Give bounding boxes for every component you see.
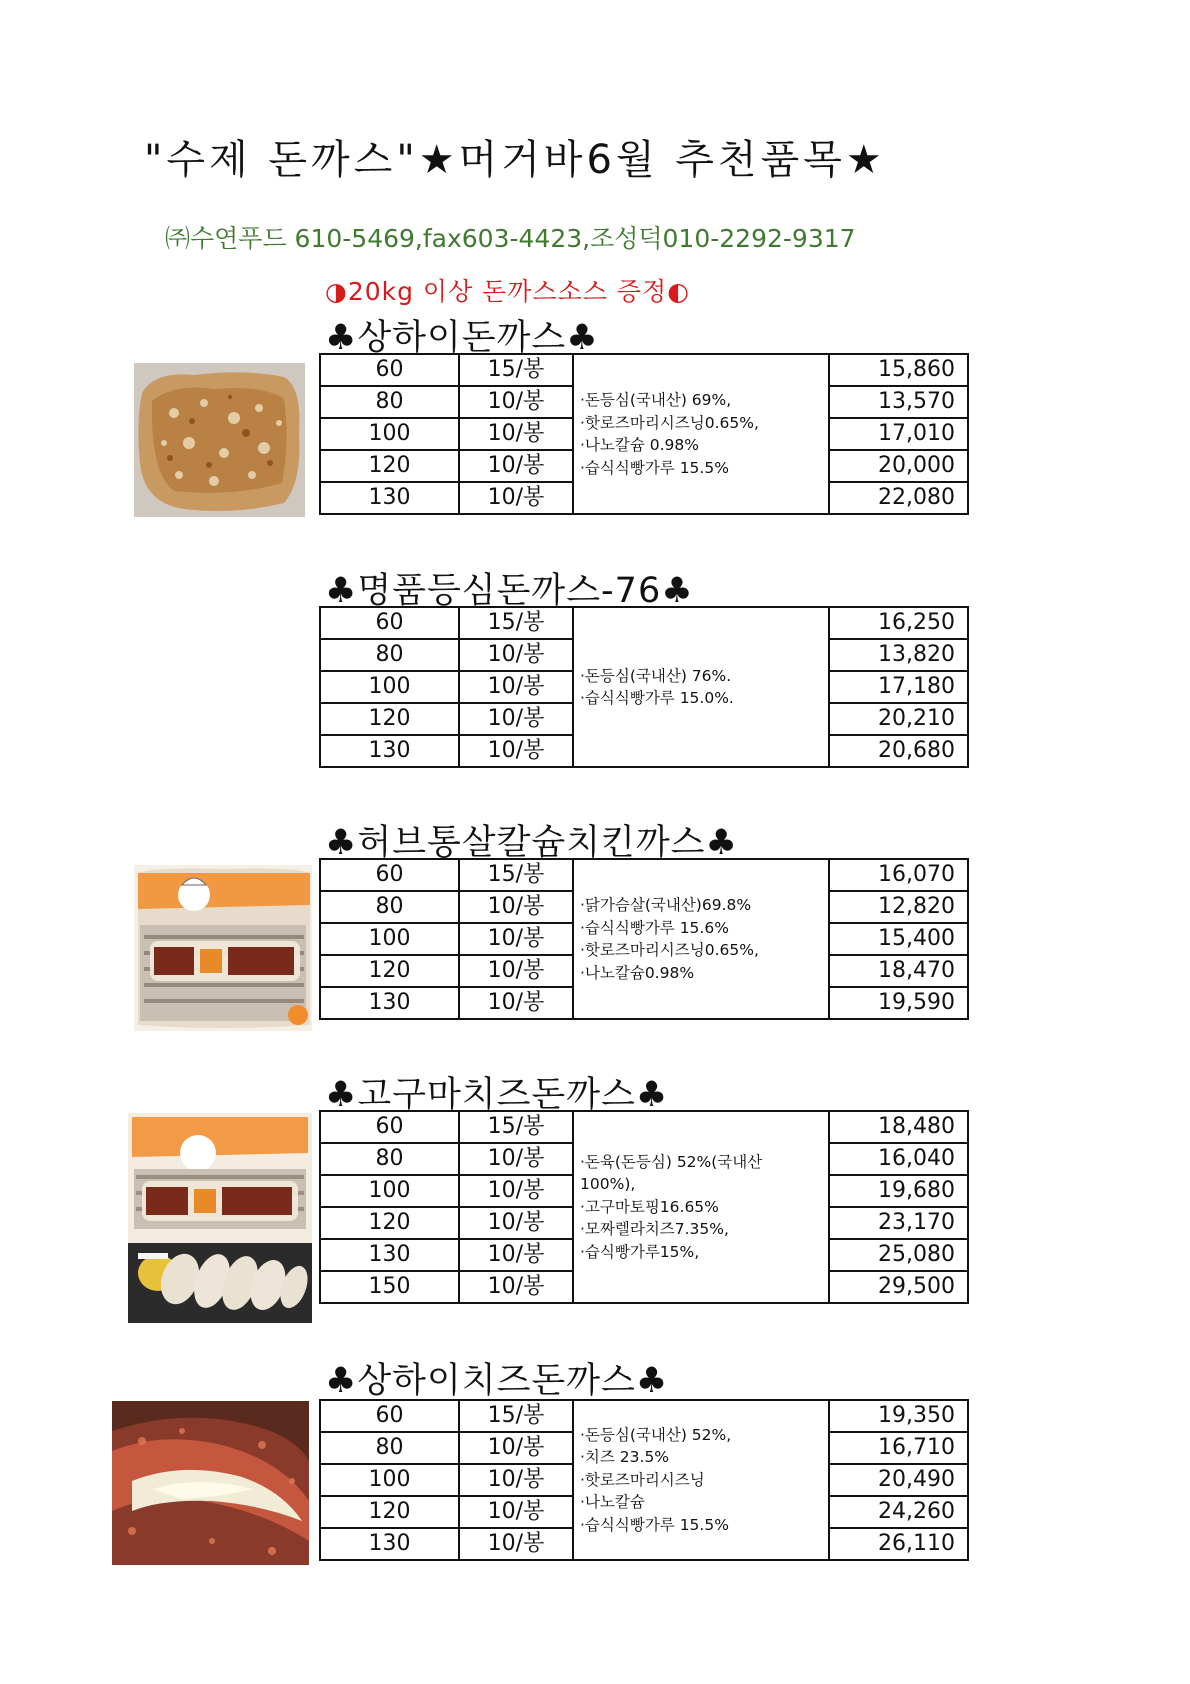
- description-line: ·치즈 23.5%: [580, 1448, 670, 1467]
- weight-cell: 130: [320, 482, 459, 514]
- price-cell: 19,350: [829, 1400, 968, 1432]
- price-cell: 20,490: [829, 1464, 968, 1496]
- price-cell: 16,250: [829, 607, 968, 639]
- product-title: ♣명품등심돈까스-76♣: [325, 571, 694, 611]
- price-cell: 18,470: [829, 955, 968, 987]
- description-line: ·모짜렐라치즈7.35%,: [580, 1220, 729, 1239]
- qty-cell: 10/봉: [459, 1175, 573, 1207]
- qty-cell: 10/봉: [459, 386, 573, 418]
- weight-cell: 150: [320, 1271, 459, 1303]
- description-line: ·핫로즈마리시즈닝0.65%,: [580, 413, 759, 432]
- price-cell: 12,820: [829, 891, 968, 923]
- cheese-cutlet-closeup-photo: [112, 1401, 309, 1565]
- product-table: [319, 353, 969, 515]
- description-line: ·습식식빵가루 15.6%: [580, 918, 729, 937]
- description-line: ·습식식빵가루 15.5%: [580, 1515, 729, 1534]
- table-row: [320, 859, 968, 891]
- breaded-pork-cutlet-photo: [134, 363, 305, 517]
- product-table: [319, 1399, 969, 1561]
- weight-cell: 120: [320, 955, 459, 987]
- weight-cell: 60: [320, 1400, 459, 1432]
- price-cell: 19,680: [829, 1175, 968, 1207]
- qty-cell: 10/봉: [459, 1528, 573, 1560]
- qty-cell: 10/봉: [459, 418, 573, 450]
- description-line: ·고구마토핑16.65%: [580, 1197, 719, 1216]
- description-line: ·돈등심(국내산) 69%,: [580, 391, 732, 409]
- weight-cell: 60: [320, 1111, 459, 1143]
- price-cell: 19,590: [829, 987, 968, 1019]
- qty-cell: 10/봉: [459, 955, 573, 987]
- weight-cell: 120: [320, 450, 459, 482]
- price-cell: 20,210: [829, 703, 968, 735]
- description-line: ·돈등심(국내산) 76%.: [580, 666, 732, 685]
- qty-cell: 10/봉: [459, 1496, 573, 1528]
- description-line: ·나노칼슘 0.98%: [580, 436, 699, 454]
- qty-cell: 10/봉: [459, 1464, 573, 1496]
- description-cell: [573, 607, 829, 767]
- table-row: [320, 1400, 968, 1432]
- description-line: 100%),: [580, 1175, 636, 1194]
- weight-cell: 120: [320, 1207, 459, 1239]
- table-row: [320, 1111, 968, 1143]
- product-table: [319, 1110, 969, 1304]
- description-line: ·나노칼슘: [580, 1493, 645, 1512]
- qty-cell: 15/봉: [459, 859, 573, 891]
- description-line: ·습식식빵가루 15.5%: [580, 458, 729, 477]
- weight-cell: 80: [320, 1432, 459, 1464]
- weight-cell: 60: [320, 607, 459, 639]
- weight-cell: 130: [320, 1528, 459, 1560]
- product-title: ♣상하이치즈돈까스♣: [325, 1361, 669, 1401]
- weight-cell: 80: [320, 386, 459, 418]
- weight-cell: 60: [320, 354, 459, 386]
- qty-cell: 10/봉: [459, 450, 573, 482]
- qty-cell: 15/봉: [459, 1111, 573, 1143]
- weight-cell: 60: [320, 859, 459, 891]
- qty-cell: 10/봉: [459, 1143, 573, 1175]
- price-cell: 15,400: [829, 923, 968, 955]
- price-cell: 22,080: [829, 482, 968, 514]
- price-cell: 13,570: [829, 386, 968, 418]
- qty-cell: 10/봉: [459, 639, 573, 671]
- description-line: ·습식식빵가루 15.0%.: [580, 689, 734, 707]
- weight-cell: 80: [320, 1143, 459, 1175]
- description-cell: [573, 1400, 829, 1560]
- description-cell: [573, 859, 829, 1019]
- qty-cell: 10/봉: [459, 1432, 573, 1464]
- product-title: ♣고구마치즈돈까스♣: [325, 1075, 669, 1115]
- chef-cutlet-package-photo: [134, 865, 312, 1031]
- qty-cell: 10/봉: [459, 671, 573, 703]
- price-cell: 15,860: [829, 354, 968, 386]
- weight-cell: 100: [320, 1464, 459, 1496]
- qty-cell: 10/봉: [459, 987, 573, 1019]
- price-cell: 29,500: [829, 1271, 968, 1303]
- price-cell: 20,000: [829, 450, 968, 482]
- qty-cell: 10/봉: [459, 703, 573, 735]
- weight-cell: 100: [320, 923, 459, 955]
- qty-cell: 10/봉: [459, 1271, 573, 1303]
- price-cell: 17,010: [829, 418, 968, 450]
- price-cell: 16,710: [829, 1432, 968, 1464]
- description-cell: [573, 1111, 829, 1303]
- weight-cell: 130: [320, 735, 459, 767]
- product-table: [319, 606, 969, 768]
- description-line: ·핫로즈마리시즈닝: [580, 1470, 705, 1489]
- promo-banner: ◑20kg 이상 돈까스소스 증정◐: [325, 277, 690, 306]
- qty-cell: 15/봉: [459, 354, 573, 386]
- table-row: [320, 607, 968, 639]
- qty-cell: 10/봉: [459, 891, 573, 923]
- weight-cell: 120: [320, 703, 459, 735]
- description-line: ·돈등심(국내산) 52%,: [580, 1425, 732, 1444]
- product-table: [319, 858, 969, 1020]
- weight-cell: 130: [320, 987, 459, 1019]
- qty-cell: 10/봉: [459, 482, 573, 514]
- price-cell: 26,110: [829, 1528, 968, 1560]
- price-cell: 17,180: [829, 671, 968, 703]
- product-title: ♣상하이돈까스♣: [325, 318, 599, 358]
- chef-cutlet-package-with-cutlets-photo: [128, 1113, 312, 1323]
- description-line: ·나노칼슘0.98%: [580, 963, 695, 982]
- weight-cell: 130: [320, 1239, 459, 1271]
- qty-cell: 10/봉: [459, 923, 573, 955]
- weight-cell: 80: [320, 891, 459, 923]
- weight-cell: 100: [320, 418, 459, 450]
- qty-cell: 10/봉: [459, 735, 573, 767]
- price-cell: 16,040: [829, 1143, 968, 1175]
- description-line: ·닭가슴살(국내산)69.8%: [580, 896, 752, 914]
- weight-cell: 100: [320, 671, 459, 703]
- weight-cell: 80: [320, 639, 459, 671]
- price-cell: 13,820: [829, 639, 968, 671]
- description-cell: [573, 354, 829, 514]
- contact-info: ㈜수연푸드 610-5469,fax603-4423,조성덕010-2292-9317: [165, 224, 856, 253]
- weight-cell: 100: [320, 1175, 459, 1207]
- price-cell: 23,170: [829, 1207, 968, 1239]
- price-cell: 20,680: [829, 735, 968, 767]
- product-title: ♣허브통살칼슘치킨까스♣: [325, 823, 738, 863]
- description-line: ·핫로즈마리시즈닝0.65%,: [580, 941, 759, 959]
- price-cell: 25,080: [829, 1239, 968, 1271]
- weight-cell: 120: [320, 1496, 459, 1528]
- qty-cell: 15/봉: [459, 607, 573, 639]
- description-line: ·돈육(돈등심) 52%(국내산: [580, 1152, 763, 1171]
- price-cell: 18,480: [829, 1111, 968, 1143]
- qty-cell: 10/봉: [459, 1207, 573, 1239]
- price-cell: 24,260: [829, 1496, 968, 1528]
- page-title: "수제 돈까스"★머거바6월 추천품목★: [144, 137, 886, 183]
- description-line: ·습식빵가루15%,: [580, 1242, 700, 1261]
- price-cell: 16,070: [829, 859, 968, 891]
- table-row: [320, 354, 968, 386]
- qty-cell: 10/봉: [459, 1239, 573, 1271]
- qty-cell: 15/봉: [459, 1400, 573, 1432]
